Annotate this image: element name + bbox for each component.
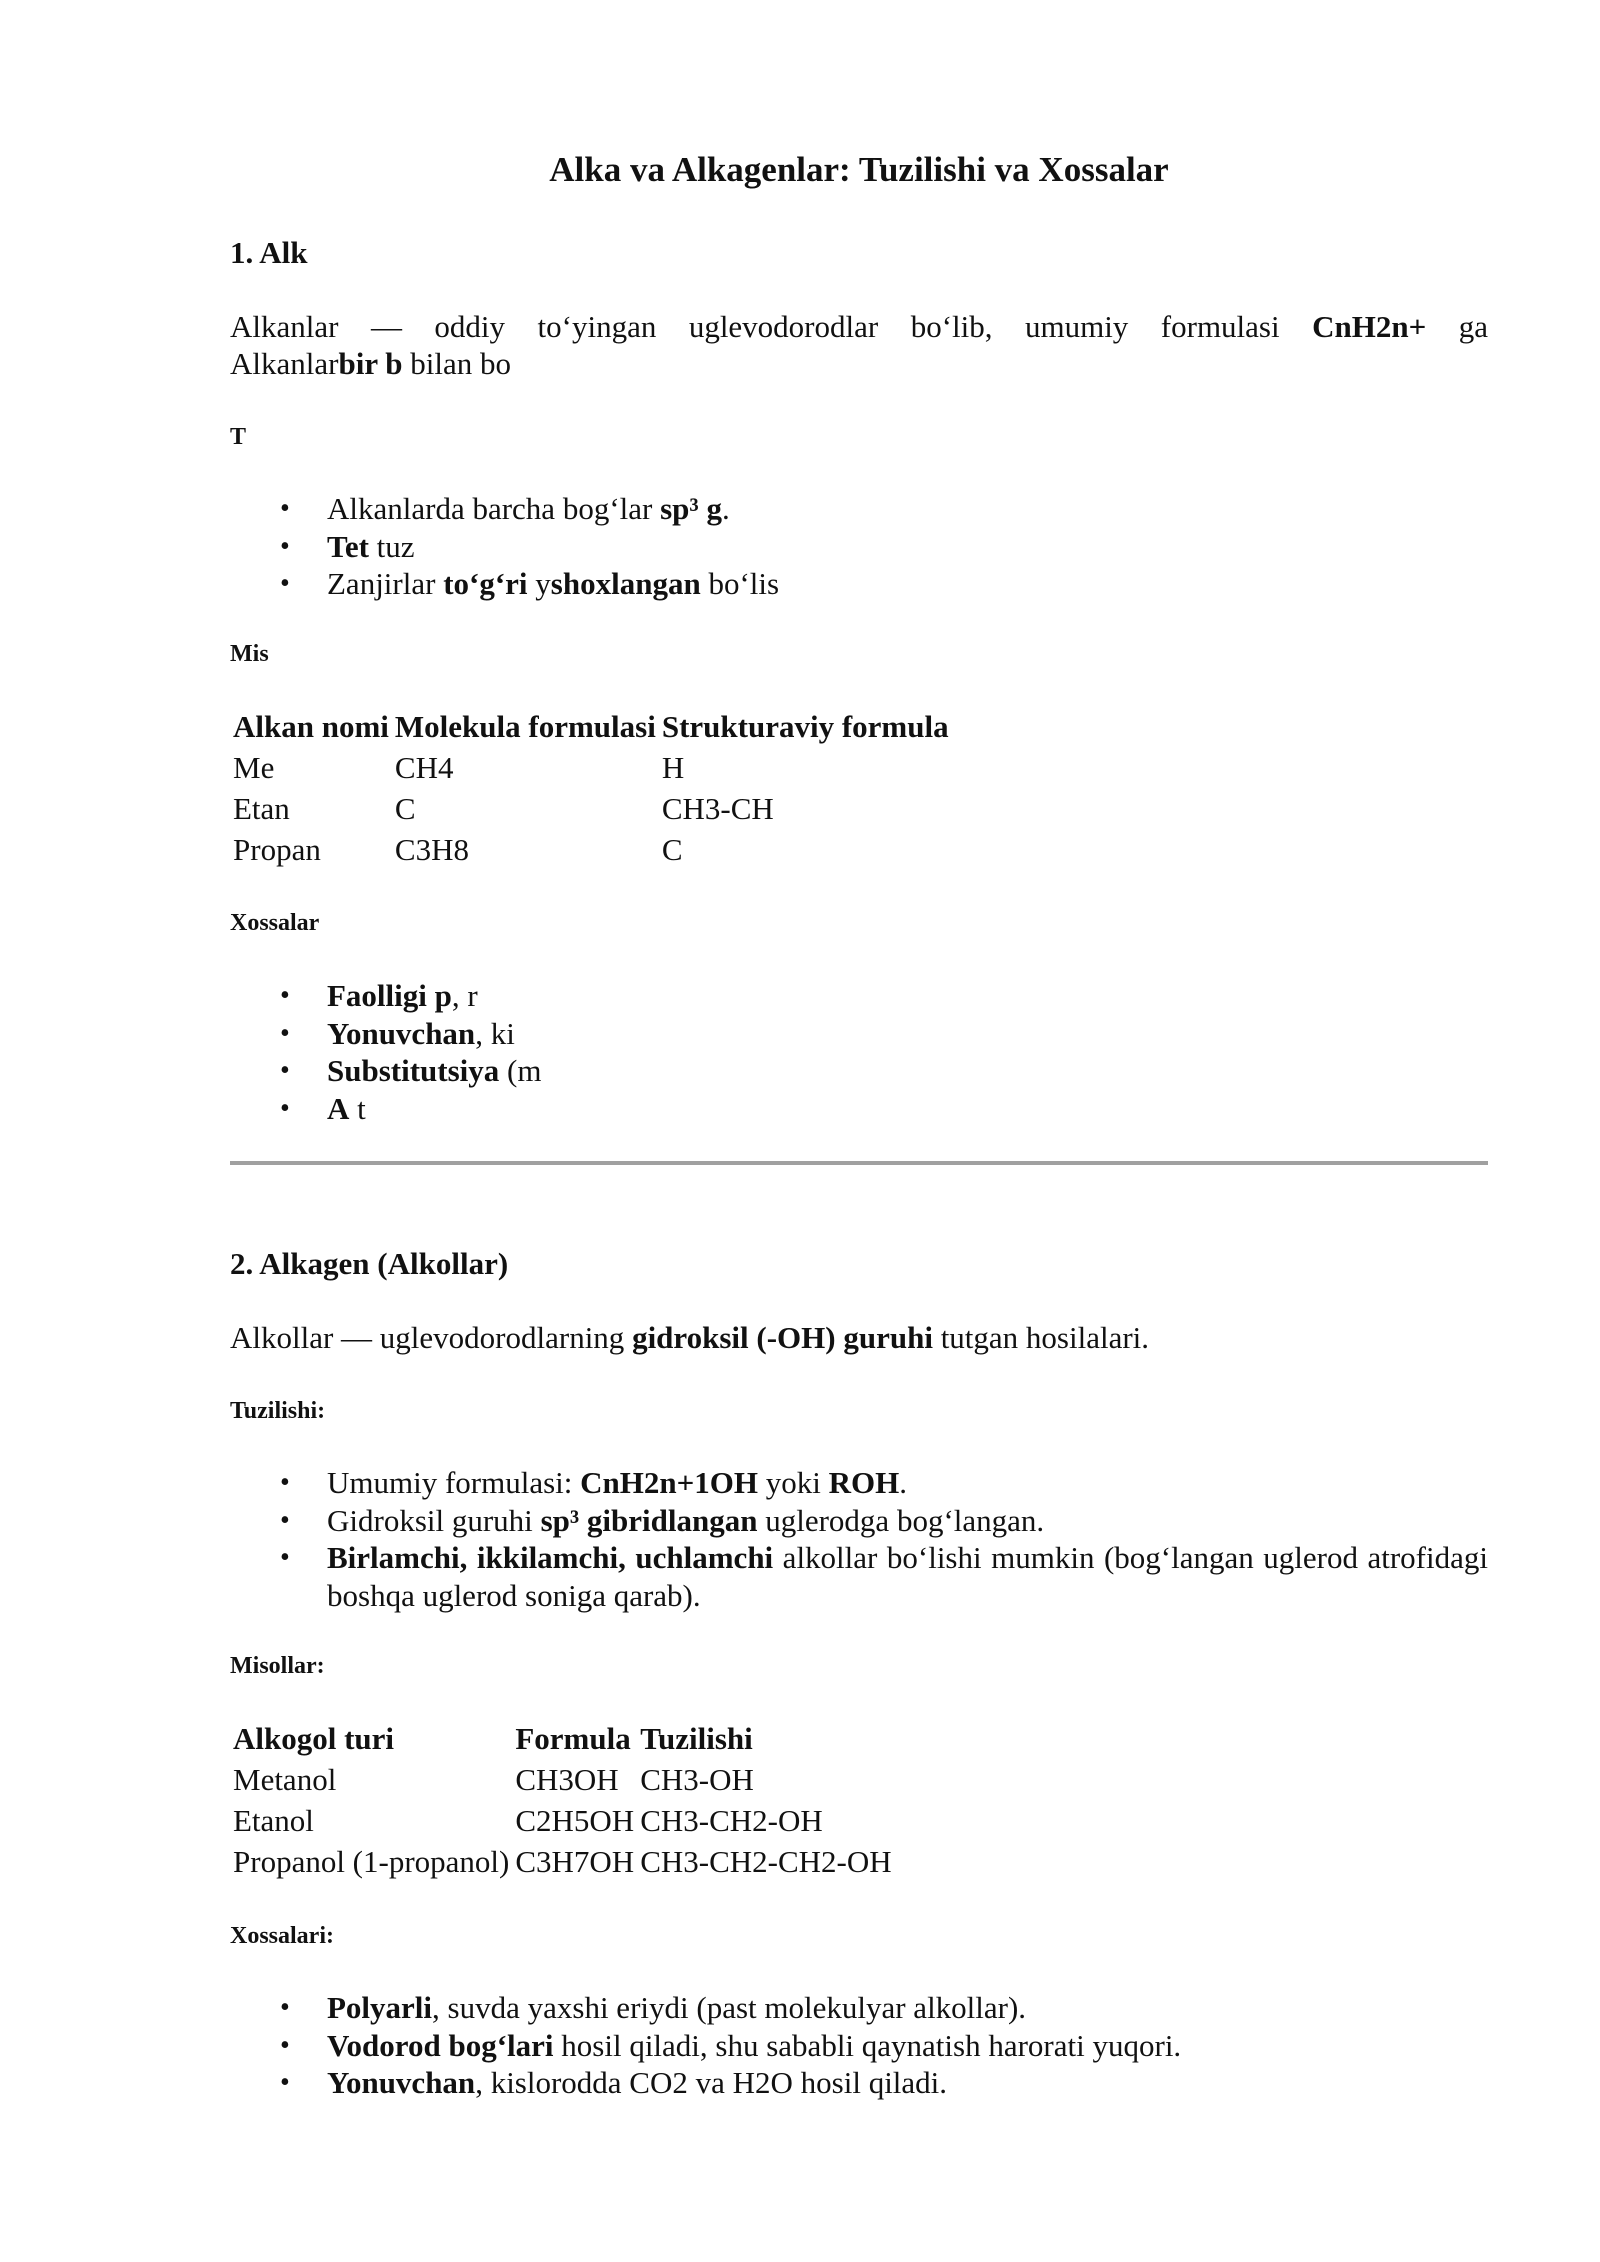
list-item: • Birlamchi, ikkilamchi, uchlamchi alkollar bo‘lishi mumkin (bog‘langan uglerod atrofidagi boshqa uglerod soniga qarab). — [280, 1540, 1488, 1613]
section-1-subheading-examples: Mis — [230, 641, 269, 667]
section-2-subheading-examples: Misollar: — [230, 1653, 325, 1679]
table-header: Tuzilishi — [640, 1721, 753, 1756]
section-1-intro-line-1: Alkanlar — oddiy to‘yingan uglevodorodlar bo‘lib, umumiy formulasi CnH2n+ ga — [230, 309, 1488, 344]
horizontal-rule — [230, 1161, 1488, 1165]
list-item: • Faolligi p, r — [280, 978, 478, 1013]
bullet-icon: • — [280, 1992, 290, 2023]
table-row — [230, 829, 952, 870]
bullet-icon: • — [280, 1467, 290, 1498]
bullet-icon: • — [280, 493, 290, 524]
bullet-icon: • — [280, 1504, 290, 1536]
table-row — [230, 1759, 895, 1800]
table-header: Molekula formulasi — [394, 709, 656, 744]
bullet-icon: • — [280, 980, 290, 1011]
table-row — [230, 1841, 895, 1882]
table-cell: CH3-OH — [640, 1762, 754, 1797]
section-2-structure-list — [230, 1464, 1488, 1614]
table-cell: CH3-CH — [661, 791, 774, 826]
section-1-subheading-properties: Xossalar — [230, 910, 320, 936]
bullet-icon: • — [280, 1542, 290, 1573]
bullet-icon: • — [280, 1092, 290, 1124]
alkane-table — [230, 706, 952, 870]
table-cell: C2H5OH — [515, 1803, 635, 1838]
table-cell: C — [394, 791, 416, 826]
bullet-icon: • — [280, 2029, 290, 2061]
alcohol-table — [230, 1718, 895, 1882]
table-cell: Me — [233, 750, 275, 785]
list-item: • Yonuvchan, ki — [280, 1015, 515, 1051]
table-cell: CH3-CH2-CH2-OH — [640, 1844, 892, 1879]
table-header-row — [230, 706, 952, 747]
table-cell: Metanol — [233, 1762, 337, 1797]
section-2-intro: Alkollar — uglevodorodlarning gidroksil (-OH) guruhi tutgan hosilalari. — [230, 1320, 1150, 1355]
table-header: Strukturaviy formula — [661, 709, 949, 744]
table-row — [230, 788, 952, 829]
table-cell: Etan — [233, 791, 290, 826]
table-cell: Propanol (1-propanol) — [233, 1844, 510, 1879]
table-header: Alkogol turi — [233, 1721, 395, 1756]
table-cell: C3H7OH — [515, 1844, 635, 1879]
table-cell: C — [661, 832, 683, 867]
table-header: Formula — [515, 1721, 631, 1756]
list-item: • Yonuvchan, kislorodda CO2 va H2O hosil qiladi. — [280, 2065, 948, 2100]
table-cell: H — [661, 750, 685, 785]
section-1-structure-list — [230, 490, 1488, 603]
section-2-heading: 2. Alkagen (Alkollar) — [230, 1246, 509, 1281]
table-cell: Propan — [233, 832, 321, 867]
table-cell: CH3OH — [515, 1762, 619, 1797]
section-2-subheading-structure: Tuzilishi: — [230, 1398, 326, 1424]
list-item: • Umumiy formulasi: CnH2n+1OH yoki ROH. — [280, 1465, 908, 1500]
table-row — [230, 1800, 895, 1841]
document-title: Alka va Alkagenlar: Tuzilishi va Xossalar — [549, 150, 1169, 189]
bullet-icon: • — [280, 1017, 290, 1049]
table-header-row — [230, 1718, 895, 1759]
list-item: • Vodorod bog‘lari hosil qiladi, shu sababli qaynatish harorati yuqori. — [280, 2027, 1182, 2063]
section-1-intro-line-2: Alkanlarbir b bilan bo — [230, 346, 512, 381]
list-item: • Tet tuz — [280, 528, 415, 564]
section-2-properties-list — [230, 1989, 1488, 2102]
table-cell: C3H8 — [394, 832, 469, 867]
section-1-heading: 1. Alk — [230, 235, 308, 270]
bullet-icon: • — [280, 568, 290, 599]
table-cell: CH3-CH2-OH — [640, 1803, 823, 1838]
table-cell: Etanol — [233, 1803, 314, 1838]
section-2-subheading-properties: Xossalari: — [230, 1923, 334, 1949]
section-1-intro — [230, 308, 1488, 382]
table-header: Alkan nomi — [233, 709, 389, 744]
list-item: • Substitutsiya (m — [280, 1053, 542, 1088]
section-1-properties-list — [230, 977, 1488, 1127]
bullet-icon: • — [280, 1055, 290, 1086]
section-1-subheading-structure: T — [230, 424, 247, 450]
list-item: • Zanjirlar to‘g‘ri yshoxlangan bo‘lis — [280, 566, 780, 601]
list-item: • A t — [280, 1090, 366, 1126]
bullet-icon: • — [280, 530, 290, 562]
bullet-icon: • — [280, 2067, 290, 2098]
list-item: • Alkanlarda barcha bog‘lar sp³ g. — [280, 491, 730, 526]
table-row — [230, 747, 952, 788]
list-item: • Gidroksil guruhi sp³ gibridlangan uglerodga bog‘langan. — [280, 1502, 1045, 1538]
list-item: • Polyarli, suvda yaxshi eriydi (past molekulyar alkollar). — [280, 1990, 1027, 2025]
table-cell: CH4 — [394, 750, 454, 785]
